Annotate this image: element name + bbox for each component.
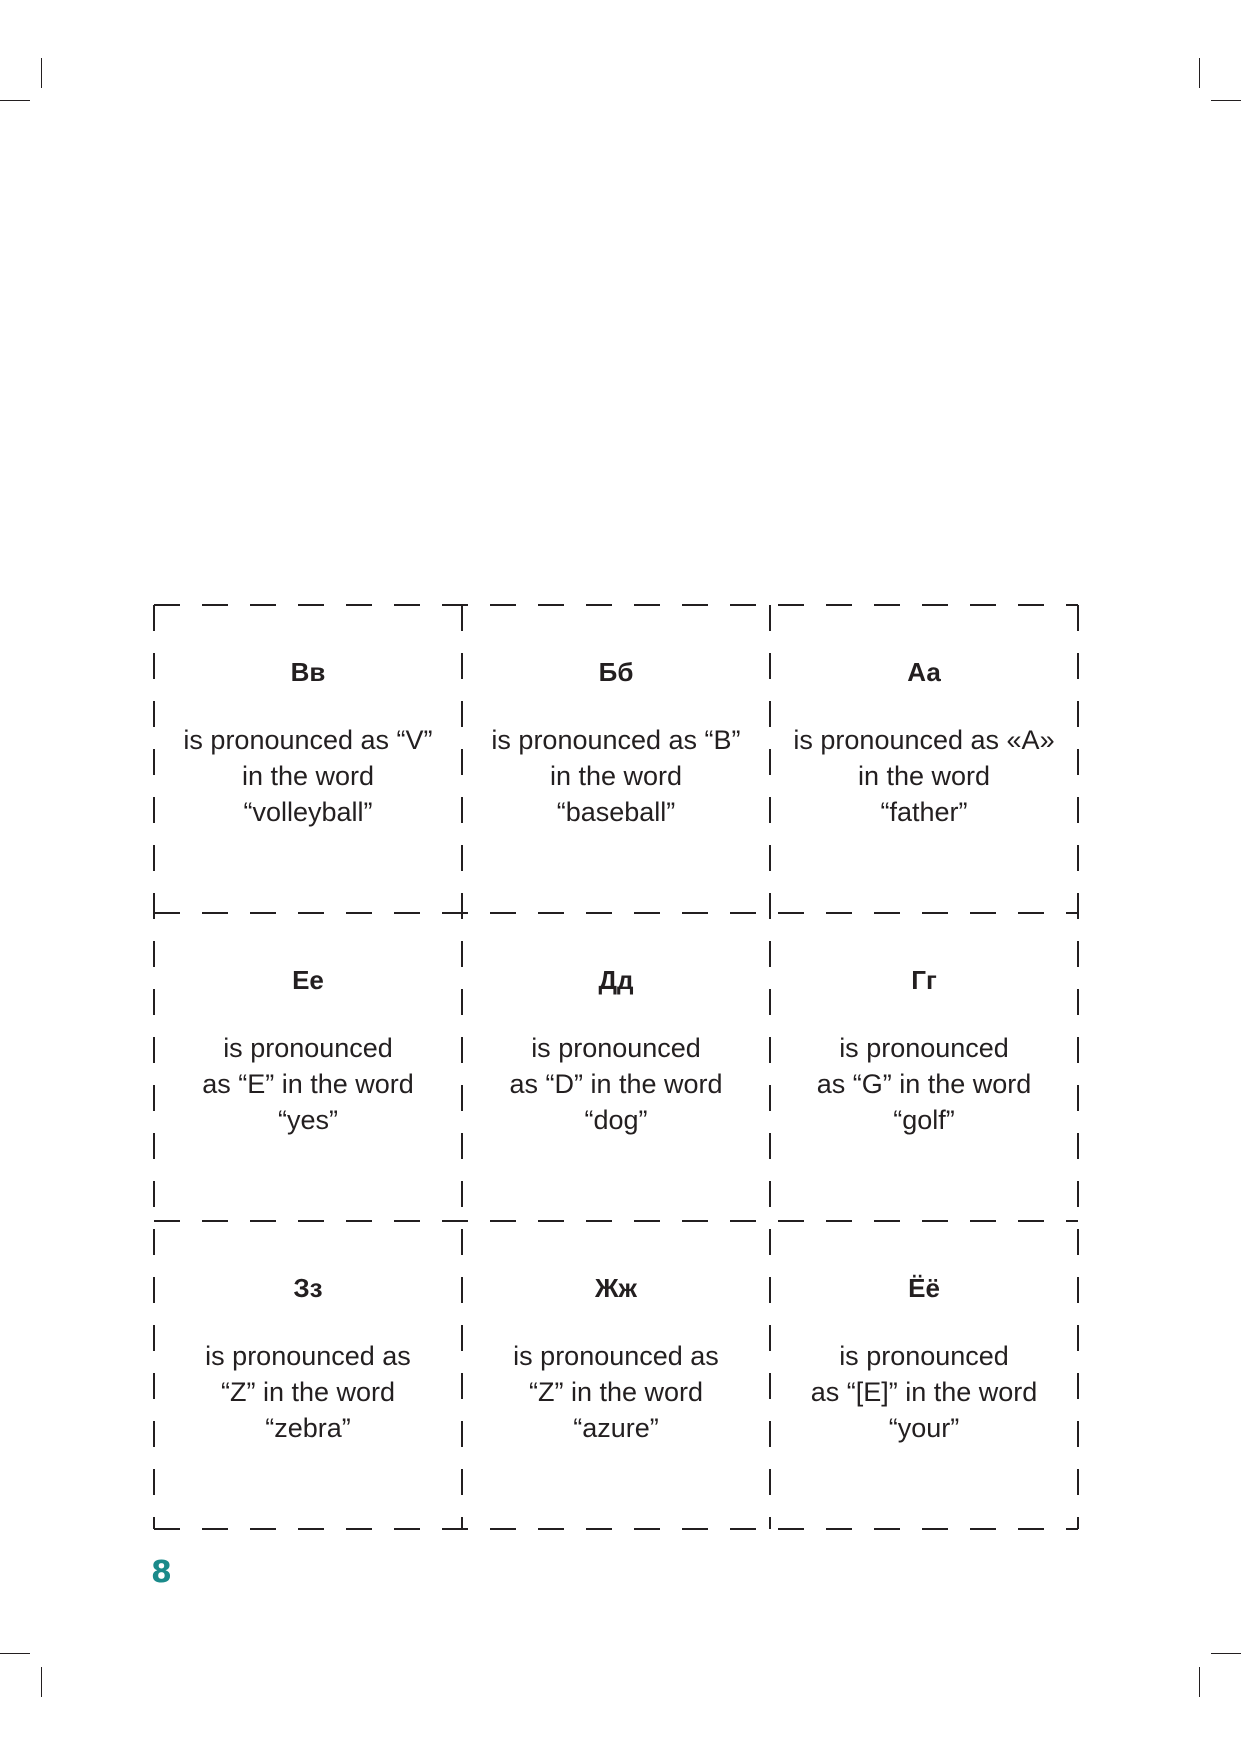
card-be <box>462 605 770 913</box>
card-letter: Ёё <box>908 1273 940 1303</box>
card-yo <box>770 1221 1078 1529</box>
card-description: is pronounced as “D” in the word “dog” <box>509 1033 723 1135</box>
card-letter: Зз <box>293 1273 323 1303</box>
card-ye <box>154 913 462 1221</box>
card-description: is pronounced as “V” in the word “volleyball” <box>183 725 433 827</box>
flashcard-grid <box>154 605 1078 1529</box>
card-letter: Гг <box>911 965 937 995</box>
crop-mark-bottom-left-v <box>41 1667 42 1697</box>
card-letter: Ее <box>292 965 324 995</box>
card-zhe <box>462 1221 770 1529</box>
crop-mark-bottom-right-v <box>1199 1667 1200 1697</box>
card-letter: Вв <box>290 657 326 687</box>
card-description: is pronounced as «A» in the word “father” <box>793 725 1055 827</box>
card-description: is pronounced as “E” in the word “yes” <box>202 1033 414 1135</box>
card-letter: Аа <box>907 657 941 687</box>
crop-mark-top-right-h <box>1211 100 1241 101</box>
crop-mark-bottom-right-h <box>1211 1653 1241 1654</box>
card-description: is pronounced as “B” in the word “baseball” <box>491 725 741 827</box>
card-a <box>770 605 1078 913</box>
crop-mark-top-left-h <box>0 100 30 101</box>
card-description: is pronounced as “[E]” in the word “your” <box>810 1341 1038 1443</box>
crop-mark-top-right-v <box>1199 58 1200 88</box>
card-letter: Бб <box>598 657 634 687</box>
card-description: is pronounced as “G” in the word “golf” <box>816 1033 1032 1135</box>
card-ze <box>154 1221 462 1529</box>
card-letter: Жж <box>595 1273 637 1303</box>
card-description: is pronounced as “Z” in the word “zebra” <box>205 1341 411 1443</box>
crop-mark-bottom-left-h <box>0 1653 30 1654</box>
card-letter: Дд <box>598 965 634 995</box>
card-ge <box>770 913 1078 1221</box>
card-ve <box>154 605 462 913</box>
card-description: is pronounced as “Z” in the word “azure” <box>513 1341 719 1443</box>
page-number: 8 <box>151 1555 172 1590</box>
crop-mark-top-left-v <box>41 58 42 88</box>
card-de <box>462 913 770 1221</box>
